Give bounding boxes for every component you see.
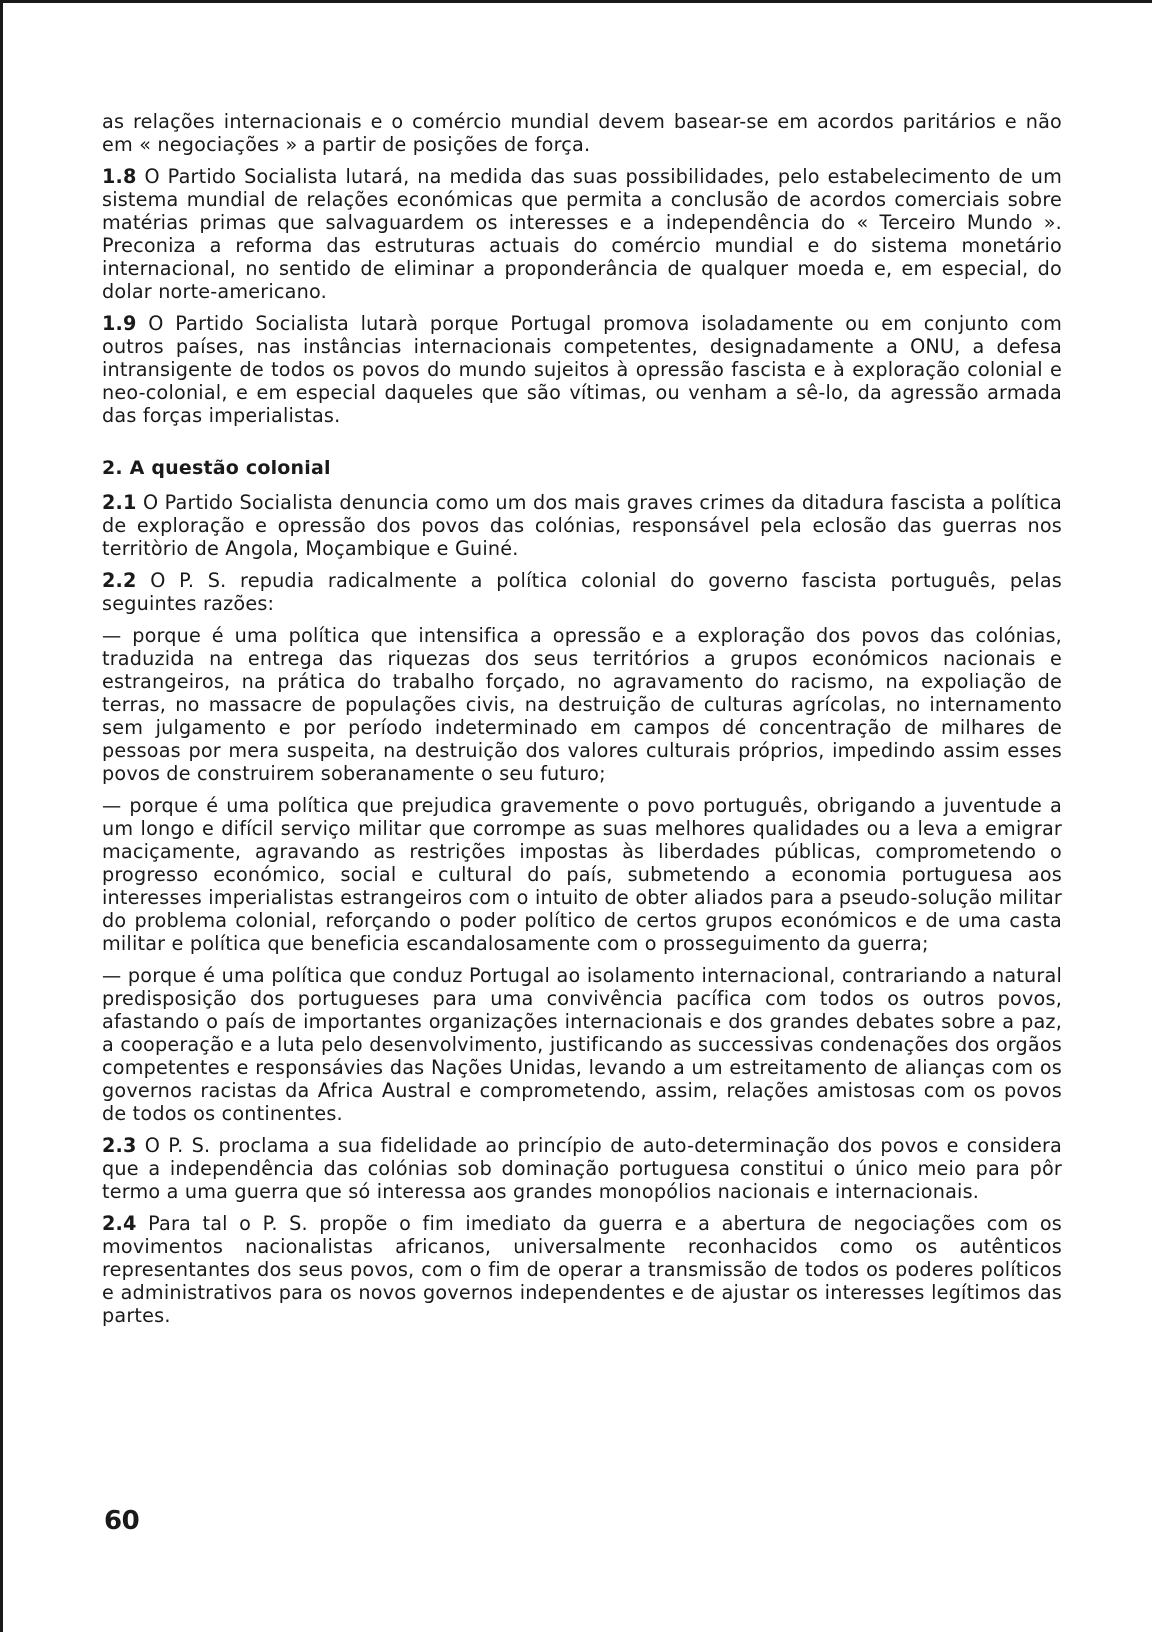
paragraph-text: O P. S. proclama a sua fidelidade ao princípio de auto-determinação dos povos e considera que a independência das colónias sob dominação portuguesa constitui o único meio para pôr termo a uma guerra que só interessa aos grandes monopólios nacionais e internacionais. [102,1134,1062,1203]
paragraph-number: 2.1 [102,491,137,514]
paragraph-text: O P. S. repudia radicalmente a política colonial do governo fascista português, pelas seguintes razões: [102,569,1062,615]
section-heading: 2. A questão colonial [102,457,331,479]
paragraph-number: 1.9 [102,312,137,335]
document-body [102,110,1062,1336]
paragraph-text: O Partido Socialista denuncia como um dos mais graves crimes da ditadura fascista a política de exploração e opressão dos povos das colónias, responsável pela eclosão das guerras nos territòrio de Angola, Moçambique e Guiné. [102,491,1062,560]
paragraph-2-1 [102,491,1062,560]
section-2-paragraphs [102,491,1062,1327]
section-1-paragraphs [102,165,1062,427]
paragraph-number: 1.8 [102,165,137,188]
paragraph-text: O Partido Socialista lutará, na medida das suas possibilidades, pelo estabelecimento de um sistema mundial de relações económicas que permita a conclusão de acordos comerciais sobre matérias primas que salvaguardem os interesses e a independência do « Terceiro Mundo ». Preconiza a reforma das estruturas actuais do comércio mundial e do sistema monetário internacional, no sentido de eliminar a proponderância de qualquer moeda e, em especial, do dolar norte-americano. [102,165,1062,303]
paragraph-2-4 [102,1212,1062,1327]
paragraph-1-8 [102,165,1062,303]
list-item: — porque é uma política que intensifica a opressão e a exploração dos povos das colónias, traduzida na entrega das riquezas dos seus territórios a grupos económicos nacionais e estrangeiros, na prática do trabalho forçado, no agravamento do racismo, na expoliação de terras, no massacre de populações civis, na destruição de culturas agrícolas, no internamento sem julgamento e por período indeterminado em campos dé concentração de milhares de pessoas por mera suspeita, na destruição dos valores culturais próprios, impedindo assim esses povos de construirem soberanamente o seu futuro; [102,624,1062,785]
paragraph-text: Para tal o P. S. propõe o fim imediato da guerra e a abertura de negociações com os movimentos nacionalistas africanos, universalmente reconhacidos como os autênticos representantes dos seus povos, com o fim de operar a transmissão de todos os poderes políticos e administrativos para os novos governos independentes e de ajustar os interesses legítimos das partes. [102,1212,1062,1327]
paragraph-2-3 [102,1134,1062,1203]
page-number: 60 [104,1506,140,1536]
list-item: — porque é uma política que conduz Portugal ao isolamento internacional, contrariando a natural predisposição dos portugueses para uma convivência pacífica com todos os outros povos, afastando o país de importantes organizações internacionais e dos grandes debates sobre a paz, a cooperação e a luta pelo desenvolvimento, justificando as successivas condenações dos orgãos competentes e responsávies das Nações Unidas, levando a um estreitamento de alianças com os governos racistas da Africa Austral e comprometendo, assim, relações amistosas com os povos de todos os continentes. [102,964,1062,1125]
paragraph-number: 2.3 [102,1134,137,1157]
paragraph-2-2 [102,569,1062,615]
paragraph-number: 2.4 [102,1212,137,1235]
paragraph-1-9 [102,312,1062,427]
paragraph-number: 2.2 [102,569,137,592]
page-left-edge [0,0,3,1632]
intro-paragraph: as relações internacionais e o comércio mundial devem basear-se em acordos paritários e não em « negociações » a partir de posições de força. [102,110,1062,156]
paragraph-text: O Partido Socialista lutarà porque Portugal promova isoladamente ou em conjunto com outros países, nas instâncias internacionais competentes, designadamente a ONU, a defesa intransigente de todos os povos do mundo sujeitos à opressão fascista e à exploração colonial e neo-colonial, e em especial daqueles que são vítimas, ou venham a sê-lo, da agressão armada das forças imperialistas. [102,312,1062,427]
page-top-edge [0,0,1152,3]
list-item: — porque é uma política que prejudica gravemente o povo português, obrigando a juventude a um longo e difícil serviço militar que corrompe as suas melhores qualidades ou a leva a emigrar maciçamente, agravando as restrições impostas às liberdades públicas, comprometendo o progresso económico, social e cultural do país, submetendo a economia portuguesa aos interesses imperialistas estrangeiros com o intuito de obter aliados para a pseudo-solução militar do problema colonial, reforçando o poder político de certos grupos económicos e de uma casta militar e política que beneficia escandalosamente com o prosseguimento da guerra; [102,794,1062,955]
